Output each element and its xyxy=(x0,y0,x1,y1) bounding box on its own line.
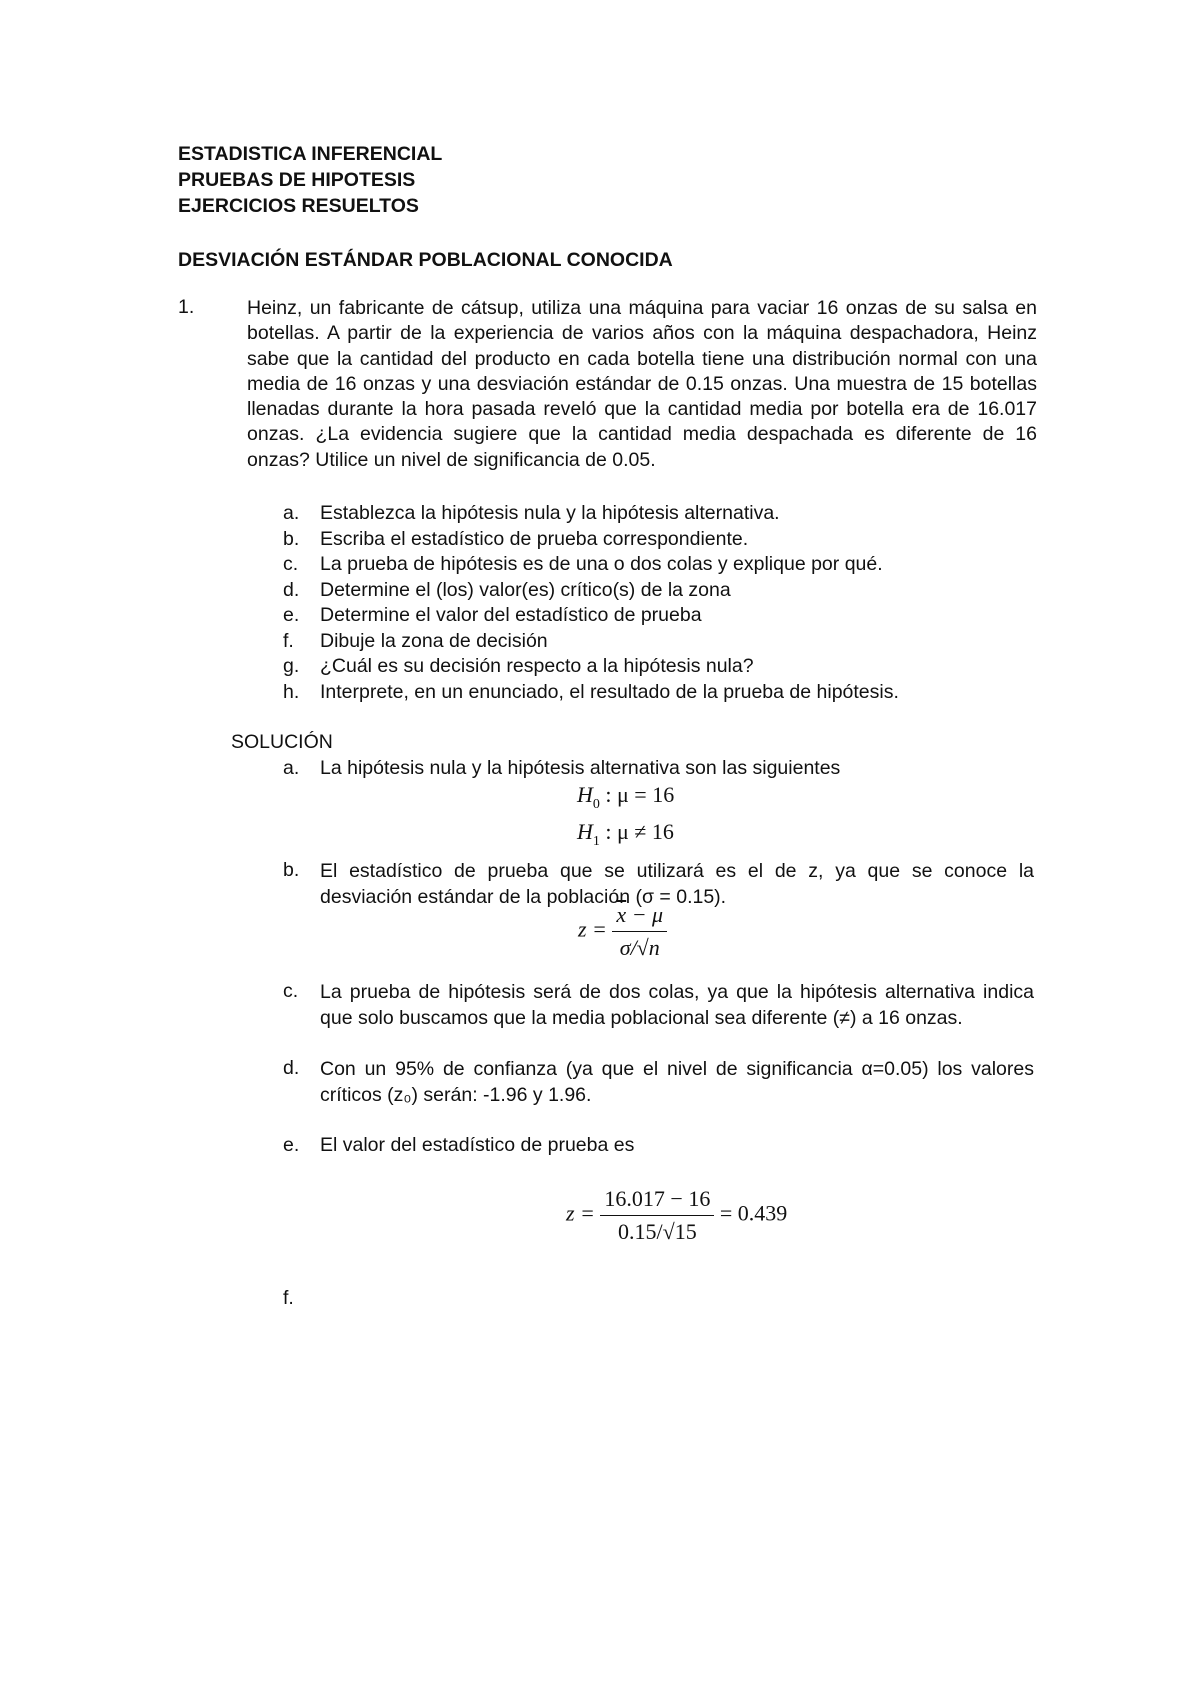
question-label-f: f. xyxy=(283,630,294,652)
z-formula xyxy=(578,902,667,961)
question-label-b: b. xyxy=(283,528,300,550)
z-calc-denominator: 0.15/√15 xyxy=(618,1219,697,1244)
question-g: ¿Cuál es su decisión respecto a la hipótesis nula? xyxy=(320,655,754,677)
question-e: Determine el valor del estadístico de prueba xyxy=(320,604,702,626)
h1-sub: 1 xyxy=(592,834,600,849)
alternative-hypothesis xyxy=(577,819,674,849)
solution-a-text: La hipótesis nula y la hipótesis alternativa son las siguientes xyxy=(320,757,841,779)
solution-label-e: e. xyxy=(283,1134,300,1156)
solution-label-a: a. xyxy=(283,757,300,779)
doc-title-2: PRUEBAS DE HIPOTESIS xyxy=(178,169,416,191)
z-calc-result: = 0.439 xyxy=(719,1200,788,1226)
solution-label-d: d. xyxy=(283,1057,300,1079)
question-b: Escriba el estadístico de prueba correspondiente. xyxy=(320,528,749,550)
solution-title: SOLUCIÓN xyxy=(231,731,333,753)
solution-e-text: El valor del estadístico de prueba es xyxy=(320,1134,635,1156)
question-label-e: e. xyxy=(283,604,300,626)
z-calculation xyxy=(566,1186,787,1245)
question-h: Interprete, en un enunciado, el resultado de la prueba de hipótesis. xyxy=(320,681,899,703)
null-hypothesis xyxy=(577,782,675,812)
h1-var: H xyxy=(577,819,593,844)
z-formula-denominator: σ/√n xyxy=(619,935,660,960)
x-bar: $\overline{x}$ xyxy=(616,902,627,927)
h0-var: H xyxy=(577,782,593,807)
question-label-a: a. xyxy=(283,502,300,524)
question-f: Dibuje la zona de decisión xyxy=(320,630,548,652)
z-calc-fraction xyxy=(600,1186,714,1245)
z-calc-lhs: z = xyxy=(566,1200,595,1226)
z-formula-fraction xyxy=(612,902,667,961)
question-d: Determine el (los) valor(es) crítico(s) de la zona xyxy=(320,579,731,601)
question-c: La prueba de hipótesis es de una o dos colas y explique por qué. xyxy=(320,553,883,575)
doc-title-3: EJERCICIOS RESUELTOS xyxy=(178,195,419,217)
question-label-d: d. xyxy=(283,579,300,601)
z-formula-lhs: z = xyxy=(578,916,607,942)
doc-title-1: ESTADISTICA INFERENCIAL xyxy=(178,143,443,165)
h1-rest: : μ ≠ 16 xyxy=(605,819,674,844)
h0-sub: 0 xyxy=(592,797,600,812)
question-a: Establezca la hipótesis nula y la hipótesis alternativa. xyxy=(320,502,780,524)
solution-b-text: El estadístico de prueba que se utilizará es el de z, ya que se conoce la desviación estándar de la población (σ = 0.15). xyxy=(320,860,1034,908)
z-formula-num-rest: − μ xyxy=(626,902,664,927)
section-title: DESVIACIÓN ESTÁNDAR POBLACIONAL CONOCIDA xyxy=(178,249,673,271)
problem-statement: Heinz, un fabricante de cátsup, utiliza una máquina para vaciar 16 onzas de su salsa en botellas. A partir de la experiencia de varios años con la máquina despachadora, Heinz sabe que la cantidad del producto en cada botella tiene una distribución normal con una media de 16 onzas y una desviación estándar de 0.15 onzas. Una muestra de 15 botellas llenadas durante la hora pasada reveló que la cantidad media por botella era de 16.017 onzas. ¿La evidencia sugiere que la cantidad media despachada es diferente de 16 onzas? Utilice un nivel de significancia de 0.05. xyxy=(247,297,1037,471)
solution-label-b: b. xyxy=(283,859,300,881)
h0-rest: : μ = 16 xyxy=(605,782,675,807)
question-label-g: g. xyxy=(283,655,300,677)
z-calc-numerator: 16.017 − 16 xyxy=(600,1186,714,1216)
question-label-c: c. xyxy=(283,553,299,575)
solution-d-text: Con un 95% de confianza (ya que el nivel de significancia α=0.05) los valores críticos (z₀) serán: -1.96 y 1.96. xyxy=(320,1058,1034,1106)
solution-label-f: f. xyxy=(283,1287,294,1309)
z-formula-numerator xyxy=(612,902,667,932)
problem-number: 1. xyxy=(178,296,195,318)
solution-c-text: La prueba de hipótesis será de dos colas, ya que la hipótesis alternativa indica que solo buscamos que la media poblacional sea diferente (≠) a 16 onzas. xyxy=(320,981,1034,1029)
question-label-h: h. xyxy=(283,681,300,703)
solution-label-c: c. xyxy=(283,980,299,1002)
